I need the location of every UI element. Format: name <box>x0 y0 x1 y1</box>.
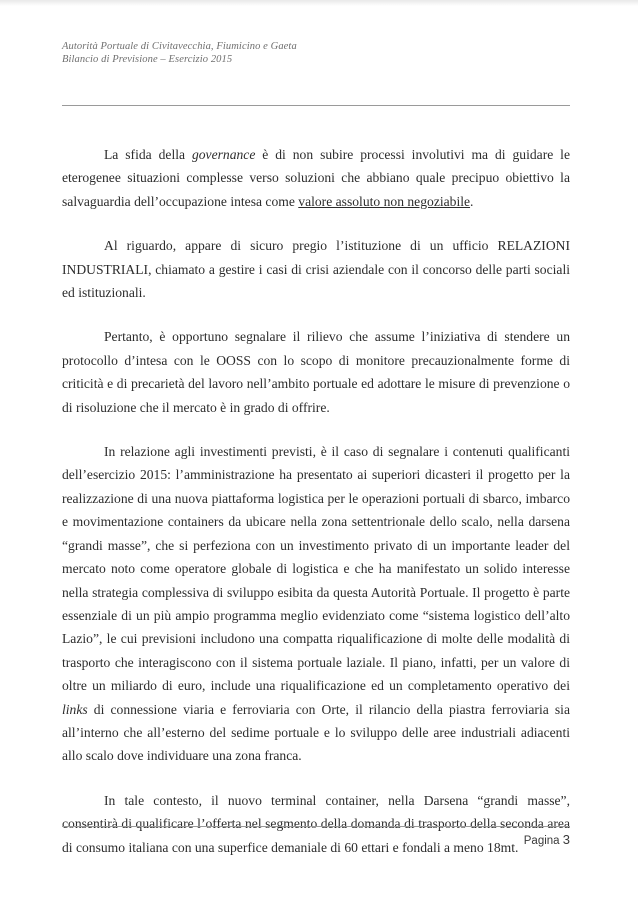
body-paragraph <box>62 440 570 768</box>
page-footer <box>524 832 570 847</box>
body-paragraph <box>62 234 570 304</box>
page-number: 3 <box>562 832 570 847</box>
body-paragraph <box>62 143 570 213</box>
footer-rule <box>62 826 570 827</box>
document-body <box>62 143 570 859</box>
text-run: di connessione viaria e ferroviaria con Orte, il rilancio della piastra ferroviaria sia all’interno che all’esterno del sedime portuale e lo sviluppo delle aree industriali adiacenti allo scalo dove individuare una zona franca. <box>62 701 570 764</box>
underlined-phrase: valore assoluto non negoziabile <box>298 193 471 209</box>
text-run: La sfida della <box>104 147 192 162</box>
scan-top-edge <box>0 0 638 6</box>
header-line-authority: Autorità Portuale di Civitavecchia, Fiumicino e Gaeta <box>62 41 297 52</box>
italic-term: links <box>62 701 88 717</box>
text-run: . <box>470 193 474 209</box>
text-run: In relazione agli investimenti previsti, è il caso di segnalare i contenuti qualificanti dell’esercizio 2015: l’amministrazione ha presentato ai superiori dicasteri il progetto per la realizzazione di una nuova piattaforma logistica per le operazioni portuali di sbarco, imbarco e movimentazione containers da ubicare nella zona settentrionale dello scalo, nella darsena “grandi masse”, che si perfeziona con un investimento privato di un importante leader del mercato noto come operatore globale di logistica e che ha manifestato un solido interesse nella strategia complessiva di sviluppo esibita da questa Autorità Portuale. Il progetto è parte essenziale di un più ampio programma meglio evidenziato come “sistema logistico dell’alto Lazio”, le cui previsioni includono una compatta riqualificazione di molte delle modalità di trasporto che interagiscono con il sistema portuale laziale. Il piano, infatti, per un valore di oltre un miliardo di euro, include una riqualificazione ed un completamento operativo dei <box>62 444 570 694</box>
text-run: è di non subire processi involutivi ma di guidare le eterogenee situazioni complesse verso soluzioni che abbiano quale precipuo obiettivo la salvaguardia dell’occupazione intesa come <box>62 147 570 209</box>
page-header <box>62 40 297 66</box>
text-run: In tale contesto, il nuovo terminal container, nella Darsena “grandi masse”, consentirà di qualificare l’offerta nel segmento della domanda di trasporto della seconda area di consumo italiana con una superfice demaniale di 60 ettari e fondali a meno 18mt. <box>62 792 570 855</box>
page-label: Pagina <box>523 835 560 847</box>
header-line-budget: Bilancio di Previsione – Esercizio 2015 <box>62 54 233 65</box>
body-paragraph <box>62 789 570 859</box>
header-rule <box>62 105 570 106</box>
italic-term: governance <box>191 147 256 162</box>
text-run: Pertanto, è opportuno segnalare il rilievo che assume l’iniziativa di stendere un protocollo d’intesa con le OOSS con lo scopo di monitore precauzionalmente forme di criticità e di precarietà del lavoro nell’ambito portuale ed adottare le misure di prevenzione o di risoluzione che il mercato è in grado di offrire. <box>62 329 570 415</box>
body-paragraph <box>62 325 570 419</box>
text-run: Al riguardo, appare di sicuro pregio l’istituzione di un ufficio RELAZIONI INDUSTRIALI, chiamato a gestire i casi di crisi aziendale con il concorso delle parti sociali ed istituzionali. <box>62 238 570 301</box>
